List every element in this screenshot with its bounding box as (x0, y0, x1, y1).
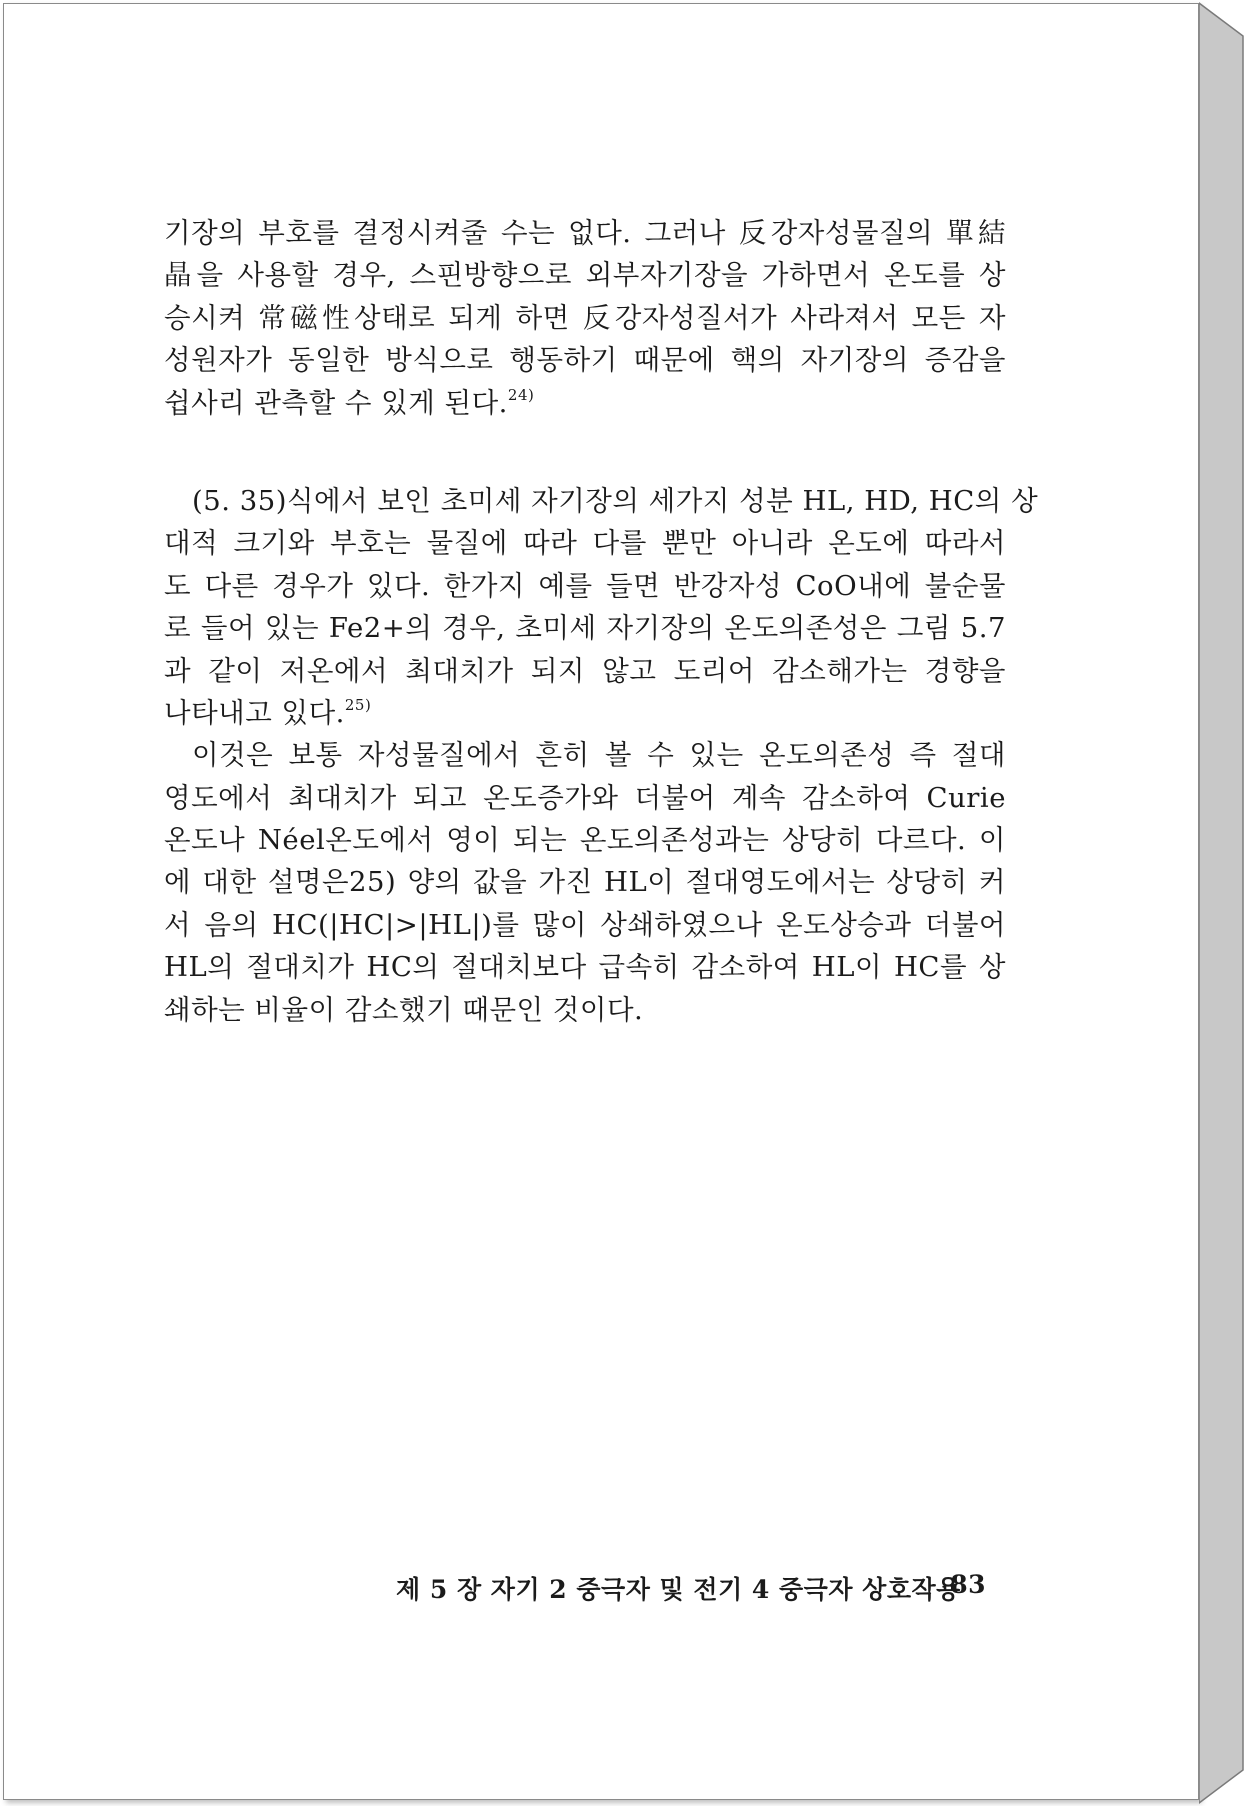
paragraph-line: 서 음의 HC(|HC|>|HL|)를 많이 상쇄하였으나 온도상승과 더불어 (164, 908, 1006, 941)
paragraph-line: 이것은 보통 자성물질에서 흔히 볼 수 있는 온도의존성 즉 절대 (192, 739, 1006, 772)
paragraph-line: 도 다른 경우가 있다. 한가지 예를 들면 반강자성 CoO내에 불순물 (164, 569, 1006, 602)
reference-mark: 25) (344, 695, 372, 714)
paragraph-line: 성원자가 동일한 방식으로 행동하기 때문에 핵의 자기장의 증감을 (164, 344, 1006, 377)
paragraph-line: 기장의 부호를 결정시켜줄 수는 없다. 그러나 反강자성물질의 單結 (164, 217, 1006, 249)
paragraph-line: 승시켜 常磁性상태로 되게 하면 反강자성질서가 사라져서 모든 자 (164, 301, 1006, 334)
paragraph-line: 대적 크기와 부호는 물질에 따라 다를 뿐만 아니라 온도에 따라서 (164, 527, 1006, 560)
body-text (164, 212, 1039, 1031)
paragraph-line: 온도나 Néel온도에서 영이 되는 온도의존성과는 상당히 다르다. 이 (164, 824, 1006, 857)
paragraph-2 (164, 480, 1039, 734)
paragraph-line-text: 쉽사리 관측할 수 있게 된다. (164, 386, 508, 419)
paragraph-line: 에 대한 설명은25) 양의 값을 가진 HL이 절대영도에서는 상당히 커 (164, 866, 1006, 899)
paragraph-line: 쇄하는 비율이 감소했기 때문인 것이다. (164, 993, 644, 1026)
paragraph-line: (5. 35)식에서 보인 초미세 자기장의 세가지 성분 HL, HD, HC의 상 (192, 484, 1039, 517)
paragraph-1 (164, 212, 1006, 424)
book-edge-shape (1199, 3, 1243, 1803)
paragraph-line: 晶을 사용할 경우, 스핀방향으로 외부자기장을 가하면서 온도를 상 (164, 259, 1006, 292)
reference-mark: 24) (507, 385, 535, 404)
paragraph-line: HL의 절대치가 HC의 절대치보다 급속히 감소하여 HL이 HC를 상 (164, 951, 1006, 984)
page-footer (396, 1570, 986, 1606)
paragraph-line: 영도에서 최대치가 되고 온도증가와 더불어 계속 감소하여 Curie (164, 781, 1006, 814)
running-head: 제 5 장 자기 2 중극자 및 전기 4 중극자 상호작용 (396, 1575, 961, 1604)
paragraph-3 (164, 734, 1006, 1031)
page (3, 3, 1199, 1800)
book-edge-graphic (1199, 0, 1260, 1806)
page-number: 83 (950, 1570, 986, 1599)
paragraph-line: 로 들어 있는 Fe2+의 경우, 초미세 자기장의 온도의존성은 그림 5.7 (164, 612, 1007, 645)
paragraph-line: 과 같이 저온에서 최대치가 되지 않고 도리어 감소해가는 경향을 (164, 654, 1006, 687)
paragraph-line-text: 나타내고 있다. (164, 696, 345, 729)
paragraph-line (164, 692, 1006, 734)
paragraph-line (164, 382, 1006, 424)
paragraph-gap (164, 424, 1006, 480)
